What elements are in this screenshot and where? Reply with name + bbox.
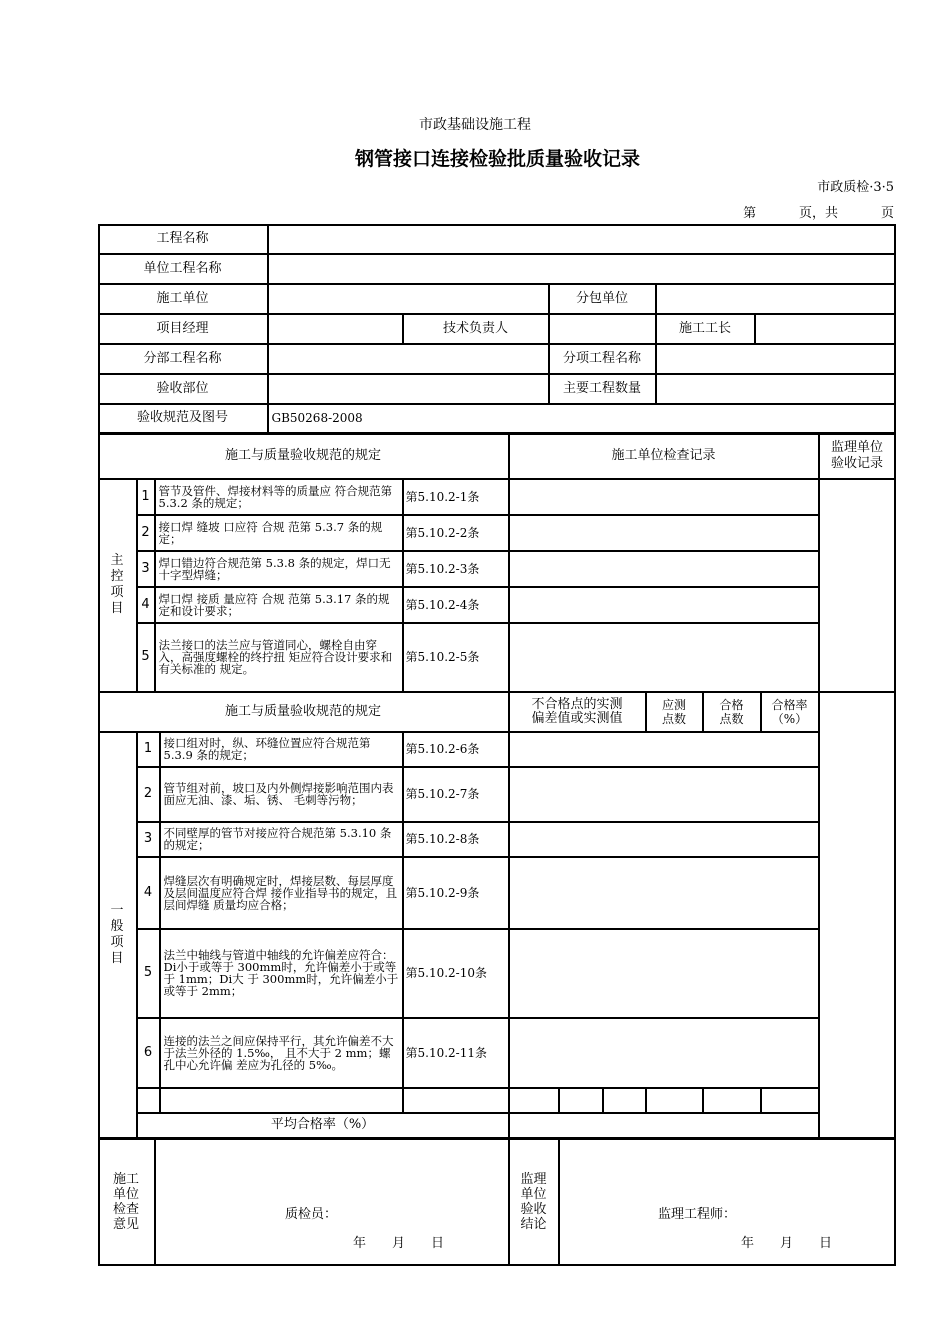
general-item-text: 法兰中轴线与管道中轴线的允许偏差应符合：Di小于或等于 300mm时，允许偏差小于或等于 1mm；Di大 于 300mm时，允许偏差小于或等于 2mm； [160, 929, 403, 1018]
page-number-info: 第 页，共 页 [743, 206, 894, 221]
project-name-field[interactable] [268, 224, 896, 254]
general-item-no: 2 [137, 767, 160, 822]
should-measure-header: 应测 点数 [646, 692, 703, 732]
tech-lead-field[interactable] [549, 314, 656, 344]
construction-unit-label: 施工单位 [98, 284, 268, 314]
deviation-header: 不合格点的实测 偏差值或实测值 [509, 692, 646, 732]
unit-project-field[interactable] [268, 254, 896, 284]
passed-points-header: 合格 点数 [703, 692, 761, 732]
general-section-label: 一 般 项 目 [98, 732, 137, 1138]
subcontract-field[interactable] [656, 284, 896, 314]
main-item-text: 焊口错边符合规范第 5.3.8 条的规定，焊口无十字型焊缝； [155, 551, 403, 587]
blank-row-cell[interactable] [703, 1088, 761, 1113]
spec-value: GB50268-2008 [268, 404, 896, 433]
blank-row-ref[interactable] [403, 1088, 509, 1113]
general-supervision-record[interactable] [819, 692, 896, 1138]
page-subtitle: 市政基础设施工程 [419, 117, 531, 133]
main-supervision-record[interactable] [819, 479, 896, 692]
pass-rate-header: 合格率 （%） [761, 692, 819, 732]
general-item-ref: 第5.10.2-11条 [403, 1018, 509, 1088]
construction-opinion-area[interactable] [155, 1138, 509, 1266]
main-control-section-label: 主 控 项 目 [98, 479, 137, 692]
general-item-ref: 第5.10.2-7条 [403, 767, 509, 822]
main-record-header: 施工单位检查记录 [509, 433, 819, 479]
main-item-no: 5 [137, 623, 155, 692]
general-item-text: 连接的法兰之间应保持平行，其允许偏差不大于法兰外径的 1.5‰， 且不大于 2 mm；螺孔中心允许偏 差应为孔径的 5‰。 [160, 1018, 403, 1088]
supervision-conclusion-label: 监理 单位 验收 结论 [509, 1138, 559, 1266]
blank-row-text[interactable] [160, 1088, 403, 1113]
page-title: 钢管接口连接检验批质量验收记录 [354, 148, 640, 170]
general-item-no: 5 [137, 929, 160, 1018]
general-item-text: 接口组对时，纵、环缝位置应符合规范第 5.3.9 条的规定； [160, 732, 403, 767]
main-item-no: 4 [137, 587, 155, 623]
main-item-text: 法兰接口的法兰应与管道同心，螺栓自由穿入，高强度螺栓的终拧扭 矩应符合设计要求和有关标准的 规定。 [155, 623, 403, 692]
spec-label: 验收规范及图号 [98, 404, 268, 433]
main-rules-header: 施工与质量验收规范的规定 [98, 433, 509, 479]
general-item-no: 6 [137, 1018, 160, 1088]
general-item-text: 不同壁厚的管节对接应符合规范第 5.3.10 条的规定； [160, 822, 403, 857]
inspector-label: 质检员： [285, 1207, 338, 1222]
supervision-date: 年 月 日 [741, 1236, 833, 1251]
supervision-header: 监理单位 验收记录 [819, 433, 896, 479]
general-item-text: 焊缝层次有明确规定时，焊接层数、每层厚度及层间温度应符合焊 接作业指导书的规定，且层间焊缝 质量均应合格； [160, 857, 403, 929]
construction-date: 年 月 日 [353, 1236, 445, 1251]
main-item-text: 管节及管件、焊接材料等的质量应 符合规范第 5.3.2 条的规定； [155, 479, 403, 515]
main-item-text: 接口焊 缝坡 口应符 合规 范第 5.3.7 条的规定； [155, 515, 403, 551]
general-item-text: 管节组对前，坡口及内外侧焊接影响范围内表面应无油、漆、垢、锈、 毛刺等污物； [160, 767, 403, 822]
subitem-field[interactable] [656, 344, 896, 374]
subitem-label: 分项工程名称 [549, 344, 656, 374]
general-item-record[interactable] [509, 857, 819, 929]
main-item-ref: 第5.10.2-3条 [403, 551, 509, 587]
tech-lead-label: 技术负责人 [403, 314, 549, 344]
general-item-record[interactable] [509, 929, 819, 1018]
construction-opinion-label: 施工 单位 检查 意见 [98, 1138, 155, 1266]
blank-row-cell[interactable] [559, 1088, 603, 1113]
average-pass-rate-value[interactable] [509, 1113, 819, 1138]
general-item-no: 4 [137, 857, 160, 929]
general-item-ref: 第5.10.2-10条 [403, 929, 509, 1018]
general-item-no: 1 [137, 732, 160, 767]
division-field[interactable] [268, 344, 549, 374]
form-code: 市政质检·3·5 [817, 180, 894, 195]
blank-row-cell[interactable] [509, 1088, 559, 1113]
main-item-ref: 第5.10.2-4条 [403, 587, 509, 623]
general-item-record[interactable] [509, 822, 819, 857]
average-pass-rate-label: 平均合格率（%） [137, 1113, 509, 1138]
pm-label: 项目经理 [98, 314, 268, 344]
general-item-record[interactable] [509, 1018, 819, 1088]
general-item-no: 3 [137, 822, 160, 857]
division-label: 分部工程名称 [98, 344, 268, 374]
general-item-record[interactable] [509, 732, 819, 767]
main-item-ref: 第5.10.2-2条 [403, 515, 509, 551]
general-item-record[interactable] [509, 767, 819, 822]
supervision-conclusion-area[interactable] [559, 1138, 896, 1266]
pm-field[interactable] [268, 314, 403, 344]
foreman-label: 施工工长 [656, 314, 755, 344]
main-item-record[interactable] [509, 623, 819, 692]
blank-row-cell[interactable] [761, 1088, 819, 1113]
main-quantity-label: 主要工程数量 [549, 374, 656, 404]
main-quantity-field[interactable] [656, 374, 896, 404]
blank-row-cell[interactable] [646, 1088, 703, 1113]
blank-row-cell[interactable] [603, 1088, 646, 1113]
supervising-engineer-label: 监理工程师： [658, 1207, 737, 1222]
construction-unit-field[interactable] [268, 284, 549, 314]
main-item-no: 3 [137, 551, 155, 587]
unit-project-label: 单位工程名称 [98, 254, 268, 284]
acceptance-part-label: 验收部位 [98, 374, 268, 404]
blank-row-no [137, 1088, 160, 1113]
project-name-label: 工程名称 [98, 224, 268, 254]
inspection-table [98, 224, 896, 1266]
main-item-ref: 第5.10.2-5条 [403, 623, 509, 692]
main-item-record[interactable] [509, 551, 819, 587]
main-item-record[interactable] [509, 479, 819, 515]
main-item-ref: 第5.10.2-1条 [403, 479, 509, 515]
general-item-ref: 第5.10.2-6条 [403, 732, 509, 767]
general-item-ref: 第5.10.2-8条 [403, 822, 509, 857]
main-item-no: 2 [137, 515, 155, 551]
main-item-no: 1 [137, 479, 155, 515]
general-rules-header: 施工与质量验收规范的规定 [98, 692, 509, 732]
subcontract-label: 分包单位 [549, 284, 656, 314]
main-item-record[interactable] [509, 587, 819, 623]
main-item-text: 焊口焊 接质 量应符 合规 范第 5.3.17 条的规定和设计要求； [155, 587, 403, 623]
main-item-record[interactable] [509, 515, 819, 551]
acceptance-part-field[interactable] [268, 374, 549, 404]
foreman-field[interactable] [755, 314, 896, 344]
general-item-ref: 第5.10.2-9条 [403, 857, 509, 929]
